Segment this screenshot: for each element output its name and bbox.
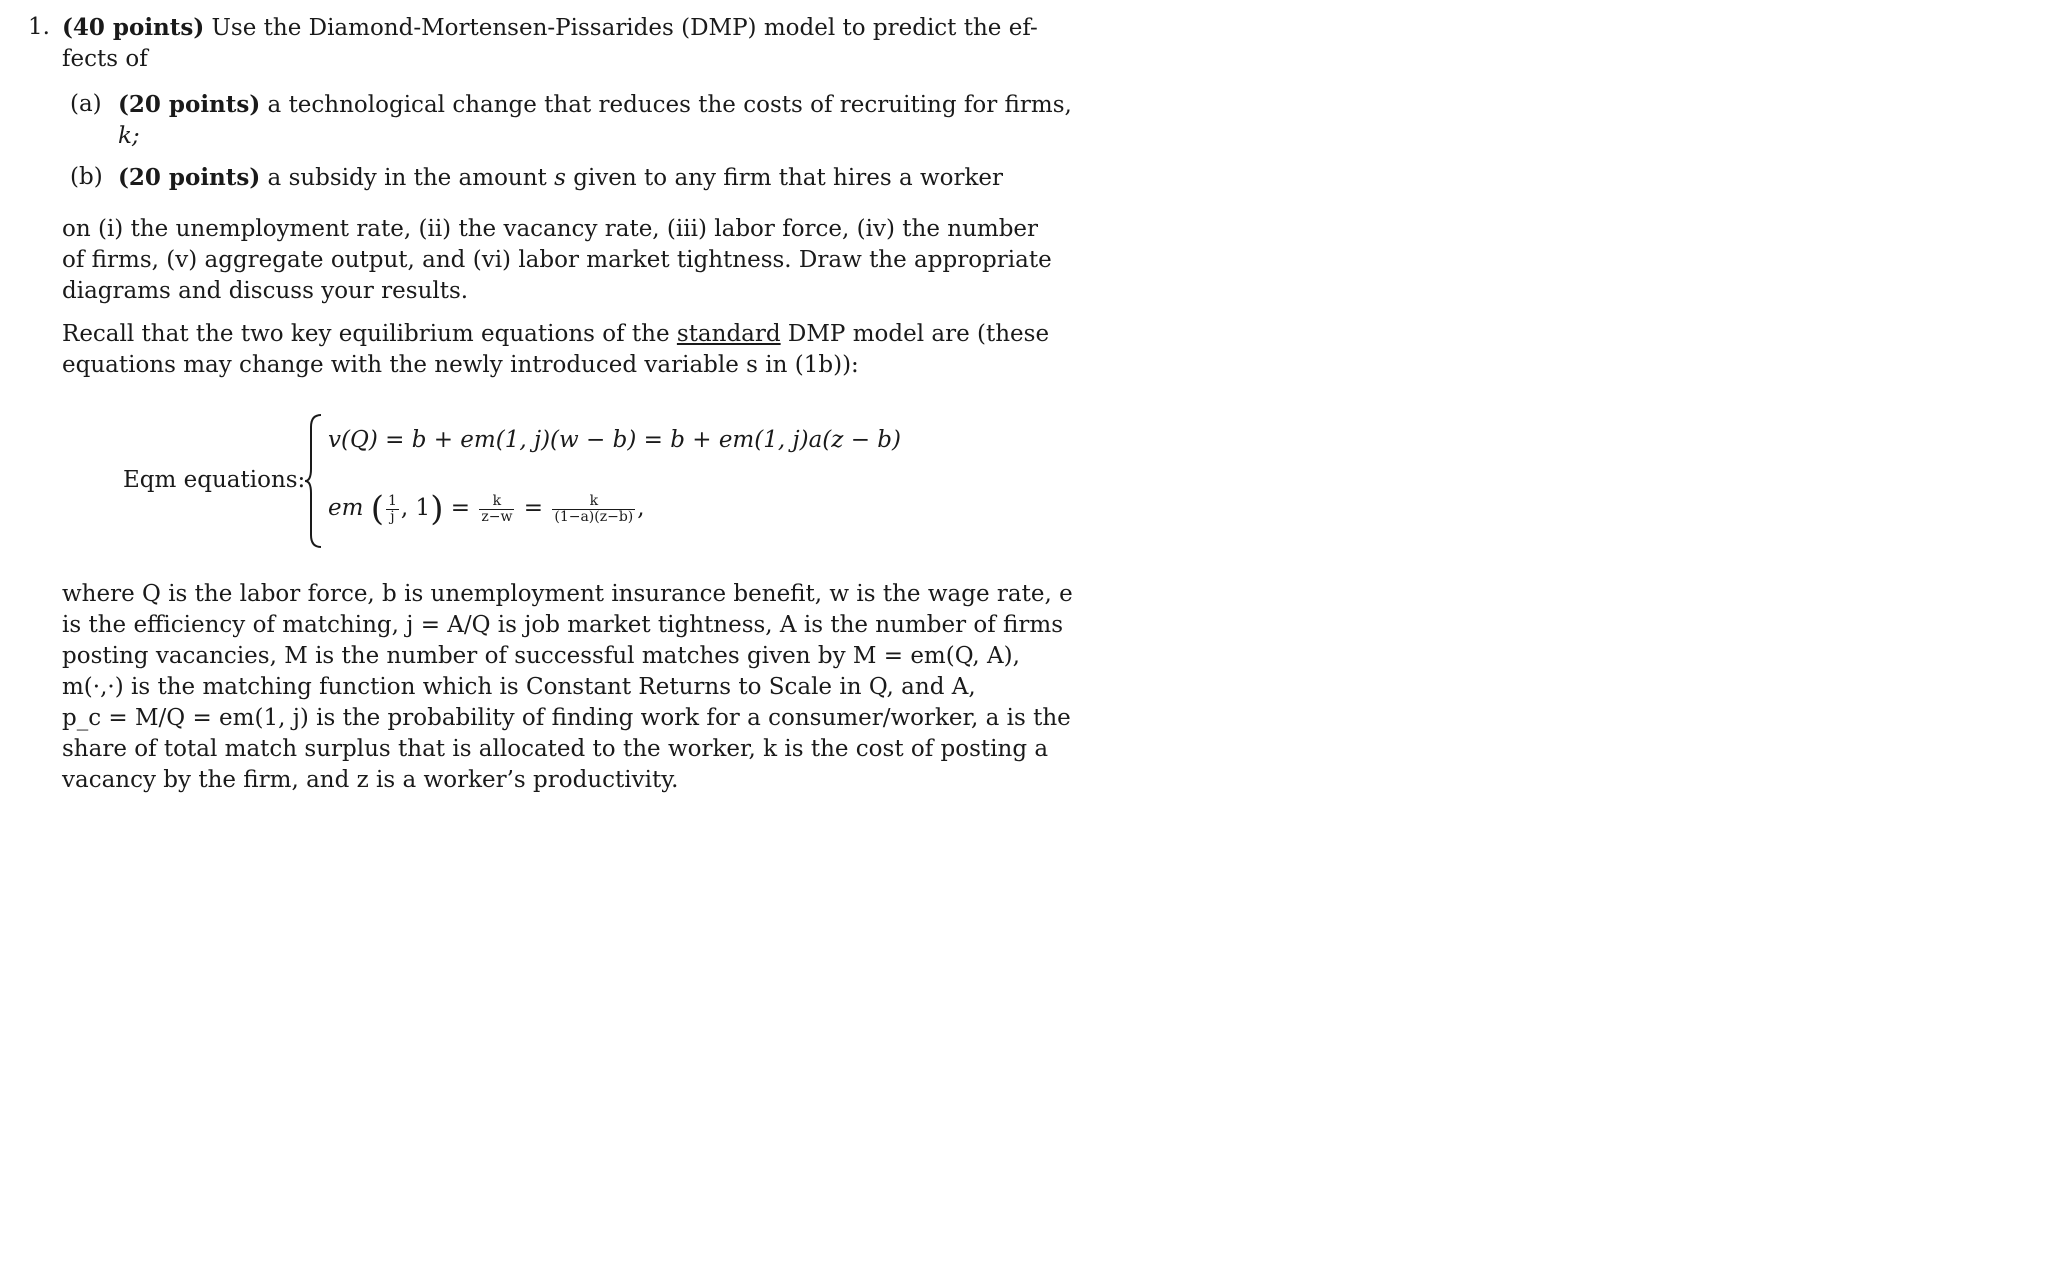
part-b-text-post: given to any firm that hires a worker (565, 165, 1004, 191)
equation-2: em ( $\frac{1}{j}$ , 1) = $\frac{k}{z-w}$ = $\frac{k}{(1-a)(z-b)}$ , (328, 489, 645, 529)
where-line-6: share of total match surplus that is allocated to the worker, k is the cost of posting a (62, 736, 1049, 762)
eq2-em: em (328, 495, 364, 521)
where-line-2: is the efficiency of matching, j = A/Q is job market tightness, A is the number of firms (62, 612, 1063, 638)
left-brace-icon (303, 411, 325, 551)
recall-paragraph (28, 319, 1050, 381)
part-a-label: (a) (70, 91, 102, 117)
part-a-cont: k; (118, 123, 140, 149)
question-header (28, 12, 1038, 75)
fraction-k-over-surplus: $\frac{k}{(1-a)(z-b)}$ (554, 492, 634, 525)
where-line-5: p_c = M/Q = em(1, j) is the probability of finding work for a consumer/worker, a is the (62, 705, 1071, 731)
effects-line-1: on (i) the unemployment rate, (ii) the vacancy rate, (iii) labor force, (iv) the number (62, 216, 1039, 242)
recall-line1-post: DMP model are (these (780, 321, 1050, 347)
question-points: (40 points) (62, 14, 205, 41)
equation-1 (328, 425, 901, 456)
fraction-one-over-j: $\frac{1}{j}$ (388, 492, 397, 525)
recall-line1-pre: Recall that the two key equilibrium equations of the (62, 321, 677, 347)
effects-paragraph (28, 214, 1052, 307)
part-b-text-pre: a subsidy in the amount (260, 165, 555, 191)
question-intro-line1: Use the Diamond-Mortensen-Pissarides (DMP) model to predict the ef- (204, 15, 1038, 41)
fraction-k-over-z-minus-w: $\frac{k}{z-w}$ (481, 492, 513, 525)
definitions-paragraph (28, 579, 1073, 796)
effects-line-3: diagrams and discuss your results. (62, 278, 469, 304)
where-line-4: m(·,·) is the matching function which is Constant Returns to Scale in Q, and A, (62, 674, 976, 700)
question-number: 1. (28, 14, 50, 40)
part-a-text: a technological change that reduces the costs of recruiting for firms, (260, 92, 1072, 118)
standard-underlined: standard (676, 321, 781, 347)
eq-label: Eqm equations: (123, 467, 306, 493)
where-line-7: vacancy by the firm, and z is a worker’s productivity. (62, 767, 679, 793)
part-a-points: (20 points) (118, 91, 261, 118)
part-b-points: (20 points) (118, 164, 261, 191)
equation-1-text: v(Q) = b + em(1, j)(w − b) = b + em(1, j)a(z − b) (328, 427, 901, 453)
equilibrium-equations (123, 411, 1018, 551)
part-b (28, 162, 1018, 194)
effects-line-2: of firms, (v) aggregate output, and (vi) labor market tightness. Draw the appropriate (62, 247, 1052, 273)
question-intro-line2: fects of (62, 46, 148, 72)
part-b-var: s (554, 165, 566, 191)
part-b-label: (b) (70, 164, 103, 190)
recall-line-2: equations may change with the newly introduced variable s in (1b)): (62, 352, 859, 378)
where-line-1: where Q is the labor force, b is unemployment insurance benefit, w is the wage rate, e (62, 581, 1073, 607)
where-line-3: posting vacancies, M is the number of successful matches given by M = em(Q, A), (62, 643, 1020, 669)
part-a (28, 89, 1072, 152)
problem-document (28, 12, 1073, 796)
